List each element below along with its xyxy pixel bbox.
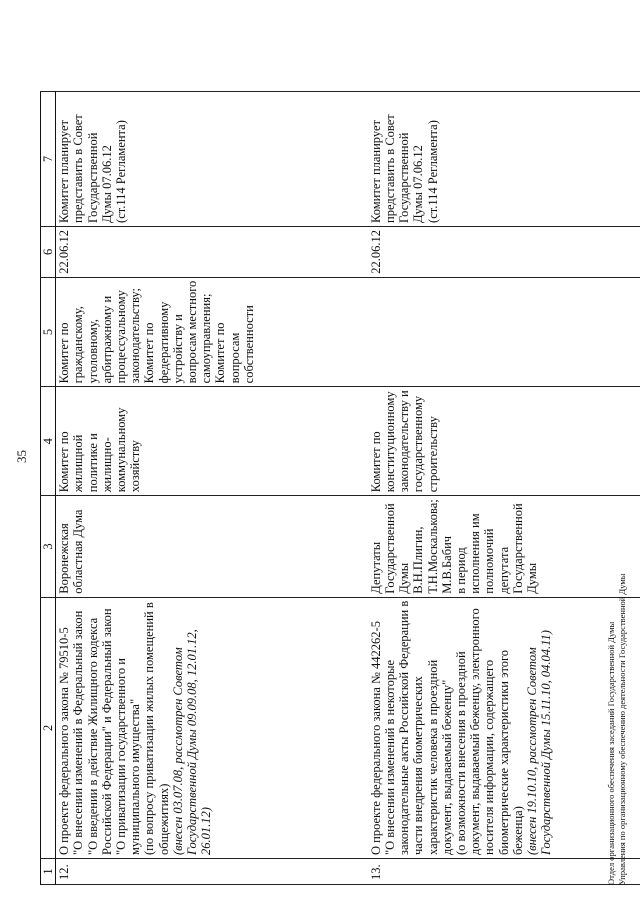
initiator-line: полномочий xyxy=(482,528,497,594)
co-committee-line: арбитражному и xyxy=(99,295,114,384)
initiator-line: в период xyxy=(453,547,468,594)
remark-line: Комитет планирует xyxy=(368,120,383,223)
remark-line: Думы 07.06.12 xyxy=(99,145,114,223)
bill-title-line: биометрические характеристики этого xyxy=(496,649,511,855)
bill-title-line: документ, выдаваемый беженцу" xyxy=(439,679,454,855)
bill-title-line: О проекте федерального закона № 442262-5 xyxy=(368,621,383,855)
footer xyxy=(606,574,628,885)
bill-title-line: О проекте федерального закона № 79510-5 xyxy=(57,627,72,855)
remark-cell xyxy=(368,91,640,226)
remark-line: Думы 07.06.12 xyxy=(411,145,426,223)
bill-title-line: "О внесении изменений в некоторые xyxy=(382,659,397,855)
remark-cell xyxy=(56,91,368,226)
column-header: 5 xyxy=(41,277,56,387)
footer-line: Управления по организационному обеспечению деятельности Государственной Думы xyxy=(617,573,627,885)
initiator-line: исполнения им xyxy=(468,513,483,594)
initiator-line: Депутаты xyxy=(368,541,383,594)
remark-line: представить в Совет xyxy=(382,114,397,223)
co-committee-line: Комитет по xyxy=(57,322,72,384)
date-cell: 22.06.12 xyxy=(368,226,640,277)
bill-title-line: носителя информации, содержащего xyxy=(482,659,497,855)
page-number: 35 xyxy=(14,450,29,463)
committee-line: жилищно- xyxy=(99,437,114,493)
bill-note-line: 26.01.12) xyxy=(199,807,214,855)
bill-title-line: муниципального имущества" xyxy=(128,698,143,855)
co-committee-line: федеративному xyxy=(156,301,171,384)
table-header-row xyxy=(41,91,56,884)
initiator-line: Государственной xyxy=(382,503,397,594)
remark-line: (ст.114 Регламента) xyxy=(114,120,129,223)
bill-title-line: части внедрения биометрических xyxy=(411,676,426,855)
column-header: 4 xyxy=(41,387,56,496)
initiator-line: М.В.Бабич xyxy=(439,535,454,594)
initiator-line: депутата xyxy=(496,546,511,594)
bill-title-line: общежитиях) xyxy=(156,783,171,855)
co-committee-line: гражданскому, xyxy=(71,306,86,384)
committee-line: политике и xyxy=(85,433,100,493)
bill-title-line: характеристик человека в проездной xyxy=(425,659,440,855)
remark-line: (ст.114 Регламента) xyxy=(425,120,440,223)
co-committee-line: законодательству; xyxy=(128,288,143,384)
initiator-line: Воронежская xyxy=(57,523,72,594)
committee-cell xyxy=(368,387,640,496)
initiator-line: В.Н.Плигин, xyxy=(411,526,426,594)
bill-title-line: документ, выдаваемый беженцу, электронного xyxy=(468,608,483,855)
committee-cell xyxy=(56,387,368,496)
bill-title-cell xyxy=(56,597,368,858)
column-header: 7 xyxy=(41,91,56,226)
legislation-table xyxy=(40,91,640,885)
co-committee-line: вопросам местного xyxy=(185,280,200,384)
remark-line: Государственной xyxy=(85,132,100,223)
co-committee-line: самоуправления; xyxy=(199,293,214,384)
column-header: 1 xyxy=(41,859,56,885)
bill-title-line: Российской Федерации" и Федеральный закон xyxy=(99,608,114,855)
remark-line: Комитет планирует xyxy=(57,120,72,223)
table-row xyxy=(56,91,368,884)
committee-line: хозяйству xyxy=(128,440,143,493)
bill-title-line: беженца) xyxy=(510,806,525,855)
co-committee-line: Комитет по xyxy=(213,322,228,384)
initiator-line: Государственной xyxy=(510,503,525,594)
co-committee-line: Комитет по xyxy=(142,322,157,384)
committee-line: строительству xyxy=(425,416,440,493)
initiator-line: Думы xyxy=(397,562,412,594)
bill-title-line: (по вопросу приватизации жилых помещений в xyxy=(142,602,157,855)
co-committee-line: собственности xyxy=(241,305,256,384)
committee-line: Комитет по xyxy=(57,431,72,493)
committee-line: конституционному xyxy=(382,391,397,493)
co-committee-line: процессуальному xyxy=(114,290,129,384)
initiator-cell xyxy=(368,496,640,598)
co-committees-cell xyxy=(56,277,368,387)
bill-note-line: (внесен 03.07.08, рассмотрен Советом xyxy=(170,647,185,855)
initiator-line: Т.Н.Москалькова; xyxy=(425,499,440,594)
committee-line: Комитет по xyxy=(368,431,383,493)
column-header: 6 xyxy=(41,226,56,277)
co-committee-line: вопросам xyxy=(227,332,242,384)
committee-line: законодательству и xyxy=(397,390,412,493)
remark-line: представить в Совет xyxy=(71,114,86,223)
committee-line: жилищной xyxy=(71,434,86,493)
co-committee-line: устройству и xyxy=(170,314,185,384)
bill-title-line: законодательные акты Российской Федерации в xyxy=(397,600,412,855)
footer-line: Отдел организационного обеспечения заседаний Государственной Думы xyxy=(606,621,616,885)
committee-line: государственному xyxy=(411,395,426,493)
row-number: 12. xyxy=(56,859,368,885)
bill-title-line: "О приватизации государственного и xyxy=(114,658,129,855)
initiator-cell xyxy=(56,496,368,598)
co-committees-cell xyxy=(368,277,640,387)
column-header: 3 xyxy=(41,496,56,598)
initiator-line: областная Дума xyxy=(71,509,86,594)
committee-line: коммунальному xyxy=(114,407,129,493)
bill-note-line: (внесен 19.10.10, рассмотрен Советом xyxy=(524,647,539,855)
bill-title-line: "О внесении изменений в Федеральный закон xyxy=(71,610,86,855)
column-header: 2 xyxy=(41,597,56,858)
table-row xyxy=(368,91,640,884)
row-number: 13. xyxy=(368,859,640,885)
bill-title-cell xyxy=(368,597,640,858)
initiator-line: Думы xyxy=(524,562,539,594)
bill-title-line: "О введении в действие Жилищного кодекса xyxy=(85,617,100,855)
bill-title-line: (о возможности внесения в проездной xyxy=(453,651,468,855)
bill-note-line: Государственной Думы 09.09.08, 12.01.12, xyxy=(185,629,200,855)
date-cell: 22.06.12 xyxy=(56,226,368,277)
co-committee-line: уголовному, xyxy=(85,319,100,384)
remark-line: Государственной xyxy=(397,132,412,223)
bill-note-line: Государственной Думы 15.11.10, 04.04.11) xyxy=(539,630,554,855)
